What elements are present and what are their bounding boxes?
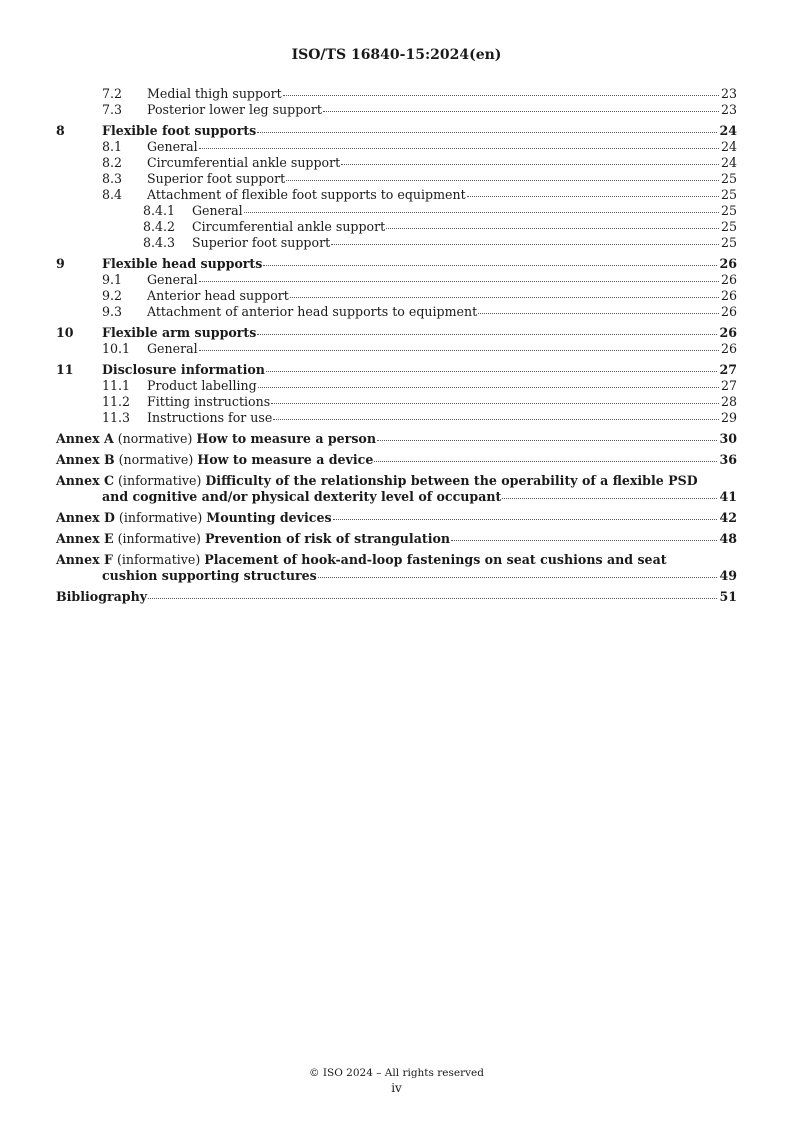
table-of-contents (56, 86, 737, 605)
annex-page: 41 (719, 489, 737, 504)
dot-leader (271, 403, 719, 404)
toc-page: 24 (719, 123, 737, 138)
toc-number: 11.1 (102, 378, 131, 393)
toc-number: 11.2 (102, 394, 131, 409)
toc-entry[interactable] (56, 394, 737, 410)
dot-leader (502, 498, 717, 499)
dot-leader (286, 180, 719, 181)
annex-label: Annex E (56, 531, 114, 546)
toc-page: 23 (720, 102, 737, 117)
toc-page: 26 (720, 341, 737, 356)
toc-entry[interactable] (56, 155, 737, 171)
annex-entry[interactable] (56, 473, 737, 505)
toc-entry[interactable] (56, 341, 737, 357)
toc-page: 28 (720, 394, 737, 409)
toc-number: 11 (56, 362, 74, 377)
toc-page: 26 (720, 288, 737, 303)
toc-entry[interactable] (56, 325, 737, 341)
toc-entry-bibliography[interactable] (56, 589, 737, 605)
toc-title: Flexible foot supports (102, 123, 257, 138)
toc-page: 25 (720, 219, 737, 234)
annex-kind: (informative) (116, 552, 201, 567)
toc-number: 9.3 (102, 304, 123, 319)
annex-title: Mounting devices (206, 510, 332, 525)
dot-leader (467, 196, 719, 197)
toc-number: 11.3 (102, 410, 131, 425)
annex-entry[interactable] (56, 452, 737, 468)
toc-page: 25 (720, 235, 737, 250)
annex-title: Prevention of risk of strangulation (204, 531, 451, 546)
toc-page: 23 (720, 86, 737, 101)
annex-page: 49 (719, 568, 737, 583)
toc-entry[interactable] (56, 235, 737, 251)
toc-number: 9.1 (102, 272, 123, 287)
toc-title: Flexible arm supports (102, 325, 257, 340)
toc-number: 8.3 (102, 171, 123, 186)
toc-entry[interactable] (56, 410, 737, 426)
annex-page: 30 (719, 431, 737, 446)
dot-leader (377, 440, 717, 441)
annex-entry[interactable] (56, 531, 737, 547)
copyright-notice: © ISO 2024 – All rights reserved (309, 1067, 484, 1079)
dot-leader (258, 387, 719, 388)
toc-number: 8 (56, 123, 65, 138)
toc-page: 26 (720, 304, 737, 319)
toc-title: Medial thigh support (147, 86, 282, 101)
toc-page: 25 (720, 187, 737, 202)
toc-page: 26 (720, 272, 737, 287)
annex-title: How to measure a person (196, 431, 376, 446)
toc-number: 8.4 (102, 187, 123, 202)
toc-title: Circumferential ankle support (192, 219, 386, 234)
toc-page: 24 (720, 155, 737, 170)
dot-leader (257, 334, 717, 335)
toc-title: Attachment of anterior head supports to equipment (147, 304, 478, 319)
dot-leader (386, 228, 719, 229)
toc-title: General (192, 203, 243, 218)
annex-continuation (56, 568, 737, 584)
toc-title: Product labelling (147, 378, 257, 393)
toc-number: 8.4.3 (143, 235, 176, 250)
annex-first-line (56, 552, 737, 568)
page-footer (0, 1066, 793, 1096)
toc-number: 9 (56, 256, 65, 271)
annex-kind: (informative) (117, 531, 201, 546)
dot-leader (273, 419, 719, 420)
annex-page: 36 (719, 452, 737, 467)
toc-number: 8.4.2 (143, 219, 176, 234)
toc-entries (56, 86, 737, 426)
toc-entry[interactable] (56, 378, 737, 394)
annex-kind: (normative) (117, 431, 193, 446)
dot-leader (318, 577, 718, 578)
toc-page: 26 (719, 256, 737, 271)
annex-entries (56, 431, 737, 584)
annex-title-continued: and cognitive and/or physical dexterity level of occupant (102, 489, 502, 504)
annex-kind: (informative) (118, 510, 203, 525)
toc-title: Fitting instructions (147, 394, 271, 409)
bibliography-page: 51 (719, 589, 737, 604)
annex-entry[interactable] (56, 510, 737, 526)
dot-leader (341, 164, 719, 165)
annex-first-line (56, 473, 737, 489)
toc-entry[interactable] (56, 139, 737, 155)
annex-label: Annex B (56, 452, 115, 467)
toc-page: 29 (720, 410, 737, 425)
dot-leader (199, 281, 719, 282)
annex-title: Placement of hook-and-loop fastenings on seat cushions and seat (204, 552, 667, 567)
annex-title: Difficulty of the relationship between the operability of a flexible PSD (205, 473, 698, 488)
toc-title: Circumferential ankle support (147, 155, 341, 170)
annex-label: Annex C (56, 473, 115, 488)
toc-title: Flexible head supports (102, 256, 263, 271)
annex-continuation (56, 489, 737, 505)
toc-entry[interactable] (56, 304, 737, 320)
toc-page: 26 (719, 325, 737, 340)
dot-leader (199, 148, 719, 149)
dot-leader (199, 350, 719, 351)
dot-leader (283, 95, 719, 96)
toc-number: 10 (56, 325, 74, 340)
dot-leader (333, 519, 718, 520)
dot-leader (244, 212, 719, 213)
toc-entry[interactable] (56, 203, 737, 219)
toc-title: Attachment of flexible foot supports to equipment (147, 187, 466, 202)
toc-page: 25 (720, 203, 737, 218)
annex-kind: (normative) (118, 452, 194, 467)
toc-title: Instructions for use (147, 410, 273, 425)
annex-entry[interactable] (56, 431, 737, 447)
toc-title: Posterior lower leg support (147, 102, 322, 117)
dot-leader (290, 297, 719, 298)
toc-entry[interactable] (56, 102, 737, 118)
toc-entry[interactable] (56, 288, 737, 304)
toc-entry[interactable] (56, 86, 737, 102)
toc-page: 27 (720, 378, 737, 393)
toc-entry[interactable] (56, 272, 737, 288)
document-header: ISO/TS 16840-15:2024(en) (291, 47, 502, 63)
toc-page: 25 (720, 171, 737, 186)
toc-number: 10.1 (102, 341, 131, 356)
annex-page: 48 (719, 531, 737, 546)
annex-entry[interactable] (56, 552, 737, 584)
annex-label: Annex D (56, 510, 115, 525)
toc-entry[interactable] (56, 219, 737, 235)
toc-number: 7.3 (102, 102, 123, 117)
toc-page: 27 (719, 362, 737, 377)
toc-entry[interactable] (56, 256, 737, 272)
toc-entry[interactable] (56, 362, 737, 378)
dot-leader (374, 461, 717, 462)
toc-number: 8.4.1 (143, 203, 176, 218)
toc-title: Superior foot support (147, 171, 286, 186)
toc-title: Disclosure information (102, 362, 265, 377)
dot-leader (148, 598, 717, 599)
toc-number: 9.2 (102, 288, 123, 303)
toc-number: 8.1 (102, 139, 123, 154)
toc-title: General (147, 272, 198, 287)
toc-entry[interactable] (56, 123, 737, 139)
dot-leader (331, 244, 719, 245)
annex-title: How to measure a device (197, 452, 374, 467)
page-number: iv (391, 1081, 402, 1095)
annex-label: Annex F (56, 552, 113, 567)
dot-leader (451, 540, 717, 541)
toc-title: Anterior head support (147, 288, 289, 303)
toc-entry[interactable] (56, 187, 737, 203)
toc-number: 8.2 (102, 155, 123, 170)
annex-label: Annex A (56, 431, 114, 446)
toc-title: General (147, 341, 198, 356)
dot-leader (323, 111, 719, 112)
dot-leader (263, 265, 717, 266)
toc-number: 7.2 (102, 86, 123, 101)
toc-title: Superior foot support (192, 235, 331, 250)
toc-page: 24 (720, 139, 737, 154)
toc-entry[interactable] (56, 171, 737, 187)
dot-leader (257, 132, 717, 133)
dot-leader (478, 313, 719, 314)
annex-title-continued: cushion supporting structures (102, 568, 317, 583)
dot-leader (266, 371, 718, 372)
bibliography-title: Bibliography (56, 589, 148, 604)
toc-title: General (147, 139, 198, 154)
annex-page: 42 (719, 510, 737, 525)
annex-kind: (informative) (118, 473, 202, 488)
